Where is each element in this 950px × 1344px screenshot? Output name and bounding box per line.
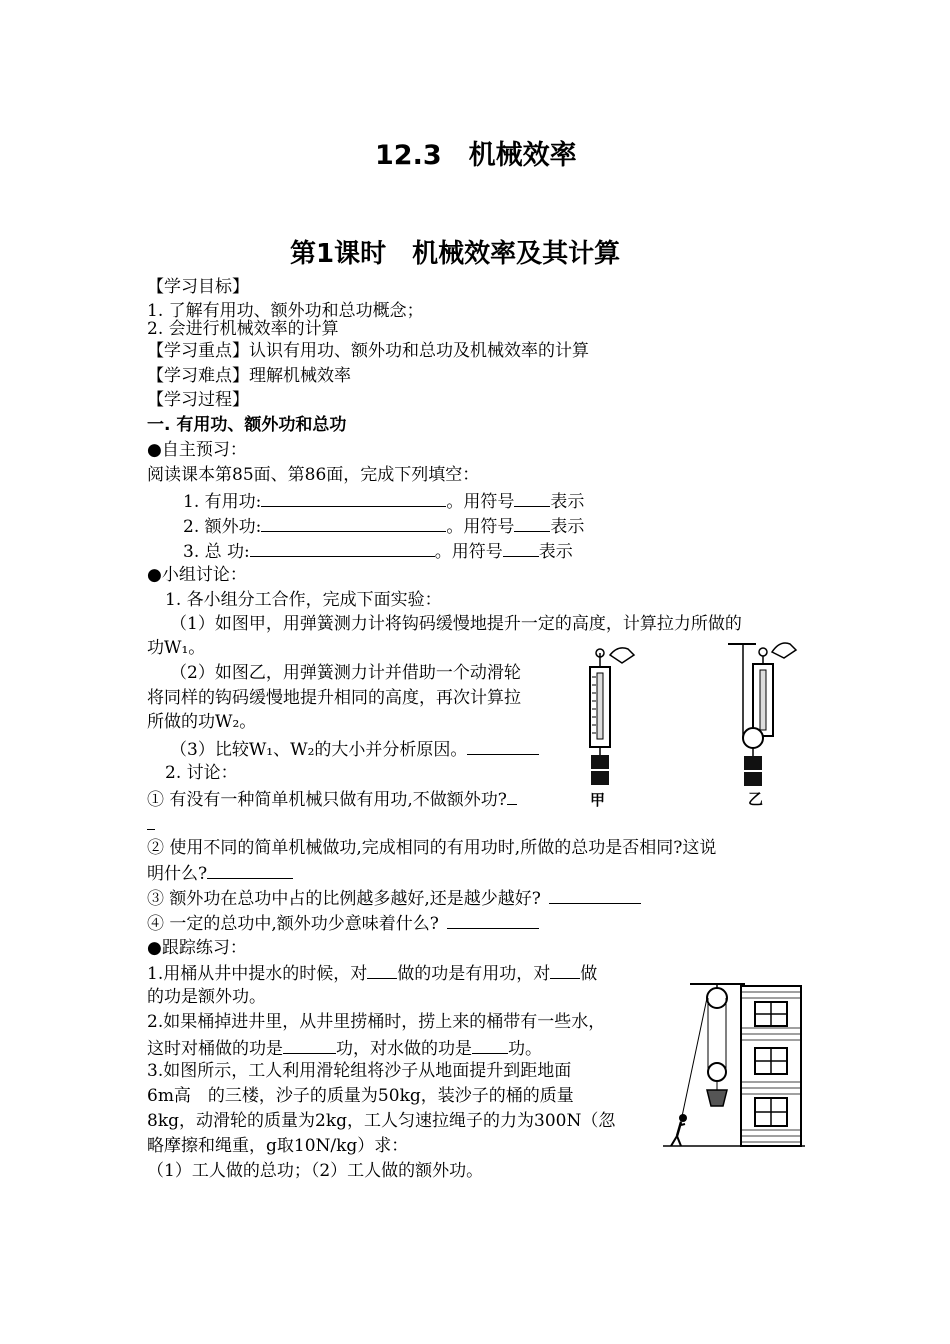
figure-jia-label: 甲 (590, 791, 606, 809)
fill-1-symbol-blank[interactable] (514, 490, 550, 507)
figure-yi (728, 638, 798, 810)
practice-3-line-2: 6m高 的三楼，沙子的质量为50kg，装沙子的桶的质量 (147, 1086, 574, 1106)
fill-1-show-text: 表示 (550, 492, 585, 512)
hand-icon (610, 648, 634, 663)
fill-2-symbol-text: 。用符号 (446, 517, 515, 537)
fill-3-symbol-blank[interactable] (503, 540, 539, 557)
practice-2-row (147, 1037, 542, 1059)
fill-row-3 (183, 540, 573, 562)
practice-1-part-a: 1.用桶从井中提水的时候，对 (147, 964, 368, 984)
practice-1-blank-1[interactable] (367, 962, 397, 979)
fill-2-symbol-blank[interactable] (514, 515, 550, 532)
fill-3-label: 3. 总 功: (183, 542, 250, 562)
question-1-text: ① 有没有一种简单机械只做有用功,不做额外功? (147, 790, 507, 810)
movable-pulley-icon (708, 1063, 726, 1081)
page-title: 12.3 机械效率 (375, 140, 577, 171)
practice-2-part-c: 功。 (508, 1039, 542, 1059)
key-point: 【学习重点】认识有用功、额外功和总功及机械效率的计算 (147, 341, 589, 361)
practice-1-row (147, 962, 597, 984)
question-1-blank-a[interactable] (507, 788, 517, 805)
fill-row-1 (183, 490, 584, 512)
practice-2-blank-2[interactable] (472, 1037, 508, 1054)
practice-3-line-5: （1）工人做的总功；（2）工人做的额外功。 (147, 1161, 484, 1181)
difficulty: 【学习难点】理解机械效率 (147, 366, 351, 386)
experiment-1-line-2: 功W₁。 (147, 638, 206, 658)
section-1-title: 一. 有用功、额外功和总功 (147, 415, 347, 435)
fill-2-show-text: 表示 (550, 517, 585, 537)
experiment-intro: 1. 各小组分工合作，完成下面实验： (165, 590, 442, 610)
building-icon (741, 986, 801, 1146)
process-heading: 【学习过程】 (147, 390, 249, 410)
practice-1-part-c: 做 (580, 964, 598, 984)
sand-bucket-icon (707, 1090, 727, 1106)
fill-3-show-text: 表示 (538, 542, 573, 562)
objective-item-1: 1. 了解有用功、额外功和总功概念； (147, 301, 424, 321)
objective-item-2: 2. 会进行机械效率的计算 (147, 319, 339, 339)
worker-icon (671, 1114, 687, 1146)
preview-intro: 阅读课本第85面、第86面，完成下列填空： (147, 465, 480, 485)
building-pulley-figure (655, 978, 805, 1150)
figure-jia (578, 645, 638, 810)
question-4-blank[interactable] (447, 912, 539, 929)
experiment-3-text: （3）比较W₁、W₂的大小并分析原因。 (170, 740, 468, 760)
experiment-1-line-1: （1）如图甲，用弹簧测力计将钩码缓慢地提升一定的高度，计算拉力所做的 (170, 614, 742, 634)
practice-1-part-b: 做的功是有用功，对 (397, 964, 551, 984)
pulley-icon (743, 728, 763, 748)
experiment-3-blank[interactable] (467, 738, 539, 755)
question-2-row (147, 862, 293, 884)
fill-row-2 (183, 515, 584, 537)
question-3-text: ③ 额外功在总功中占的比例越多越好,还是越少越好? (147, 889, 541, 909)
question-4-text: ④ 一定的总功中,额外功少意味着什么? (147, 914, 439, 934)
practice-2-part-a: 这时对桶做的功是 (147, 1039, 283, 1059)
practice-3-line-3: 8kg，动滑轮的质量为2kg，工人匀速拉绳子的力为300N（忽 (147, 1111, 616, 1131)
question-1-row (147, 788, 517, 810)
fill-3-symbol-text: 。用符号 (434, 542, 503, 562)
discuss-intro: 2. 讨论： (165, 763, 238, 783)
question-2-blank[interactable] (207, 862, 293, 879)
practice-3-line-4: 略摩擦和绳重，g取10N/kg）求： (147, 1136, 409, 1156)
lesson-subtitle: 第1课时 机械效率及其计算 (290, 239, 621, 269)
question-4-row (147, 912, 539, 934)
experiment-3-row (170, 738, 539, 760)
weight-icon (744, 756, 762, 770)
experiment-2-line-3: 所做的功W₂。 (147, 712, 257, 732)
question-2-line-2: 明什么? (147, 864, 208, 884)
fill-1-label: 1. 有用功: (183, 492, 262, 512)
question-3-blank[interactable] (549, 887, 641, 904)
question-2-line-1: ② 使用不同的简单机械做功,完成相同的有用功时,所做的总功是否相同?这说 (147, 838, 717, 858)
question-3-row (147, 887, 641, 909)
practice-label: ●跟踪练习： (147, 938, 247, 958)
fill-1-blank[interactable] (261, 490, 446, 507)
practice-2-line-1: 2.如果桶掉进井里，从井里捞桶时，捞上来的桶带有一些水， (147, 1012, 606, 1032)
practice-1-line-2: 的功是额外功。 (147, 987, 266, 1007)
question-1-blank-b[interactable] (147, 829, 155, 830)
hand-icon (772, 643, 796, 658)
weight-icon (591, 755, 609, 769)
practice-2-part-b: 功，对水做的功是 (336, 1039, 472, 1059)
figure-yi-label: 乙 (748, 790, 764, 808)
fill-2-label: 2. 额外功: (183, 517, 262, 537)
practice-3-line-1: 3.如图所示，工人利用滑轮组将沙子从地面提升到距地面 (147, 1061, 572, 1081)
preview-label: ●自主预习： (147, 440, 247, 460)
objectives-heading: 【学习目标】 (147, 277, 249, 297)
experiment-2-line-1: （2）如图乙，用弹簧测力计并借助一个动滑轮 (170, 663, 521, 683)
fill-1-symbol-text: 。用符号 (446, 492, 515, 512)
discussion-label: ●小组讨论： (147, 565, 247, 585)
practice-2-blank-1[interactable] (283, 1037, 336, 1054)
fill-3-blank[interactable] (250, 540, 435, 557)
practice-1-blank-2[interactable] (550, 962, 580, 979)
fill-2-blank[interactable] (261, 515, 446, 532)
fixed-pulley-icon (707, 988, 727, 1008)
experiment-2-line-2: 将同样的钩码缓慢地提升相同的高度，再次计算拉 (147, 688, 521, 708)
